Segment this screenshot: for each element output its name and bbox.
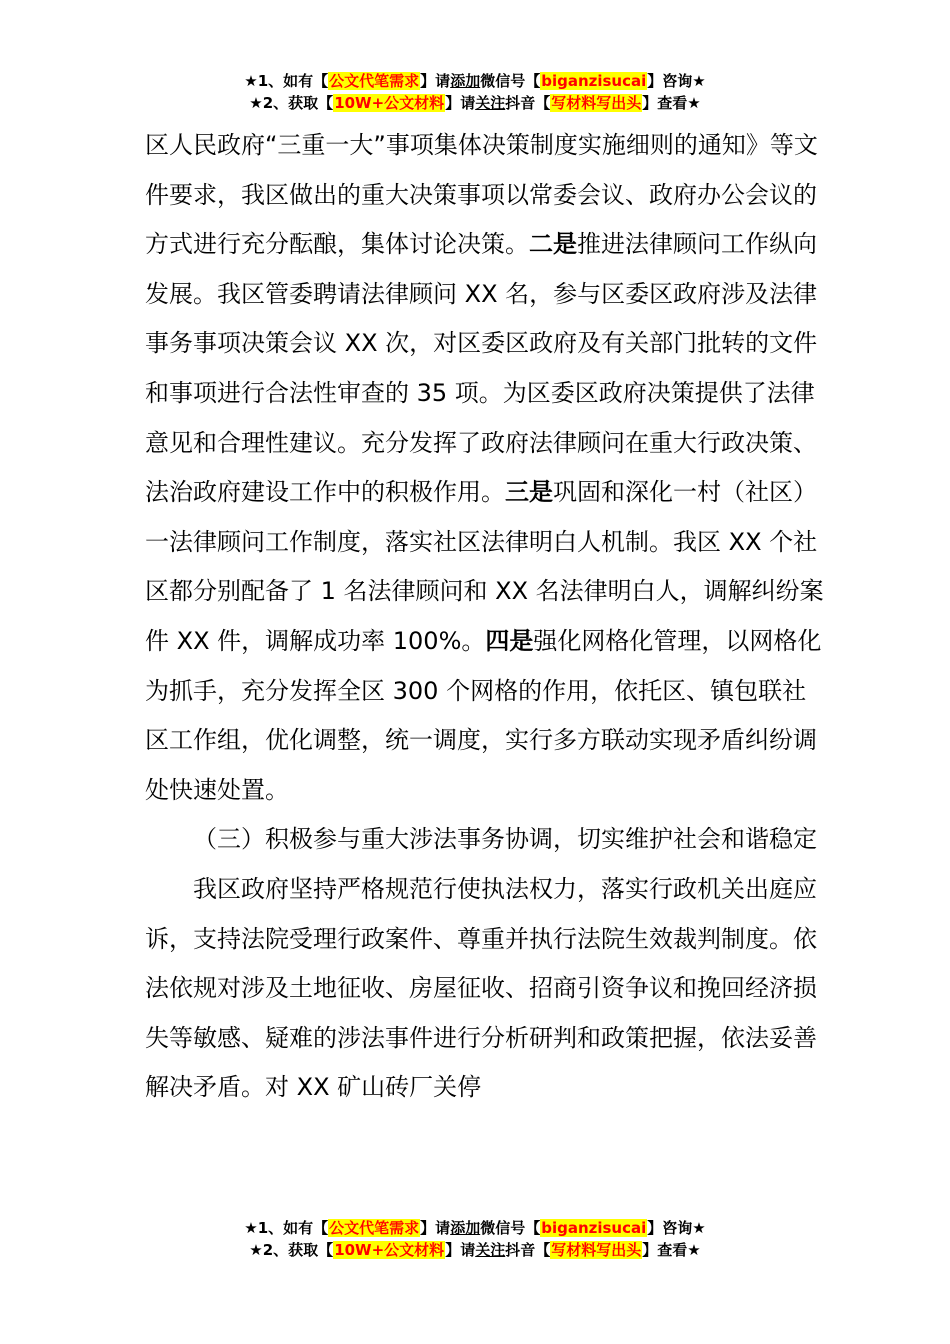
banner-text: ★2、获取【 <box>249 94 334 112</box>
banner-text: 】请 <box>420 72 451 90</box>
banner-highlight: 公文代笔需求 <box>329 1219 420 1237</box>
banner-line-1 <box>0 1217 950 1239</box>
banner-line-2 <box>0 92 950 114</box>
footer-banner <box>0 1217 950 1261</box>
banner-text: 微信号【 <box>480 72 541 90</box>
paragraph-text: 区人民政府“三重一大”事项集体决策制度实施细则的通知》等文件要求，我区做出的重大决策事项以常委会议、政府办公会议的方式进行充分酝酿，集体讨论决策。 <box>145 131 818 259</box>
header-banner <box>0 70 950 114</box>
paragraph-text: 强化网格化管理，以网格化为抓手，充分发挥全区 300 个网格的作用，依托区、镇包联社区工作组，优化调整，统一调度，实行多方联动实现矛盾纠纷调处快速处置。 <box>145 626 822 804</box>
banner-text: 】查看★ <box>642 94 701 112</box>
banner-text: 抖音【 <box>505 94 551 112</box>
paragraph-2: 我区政府坚持严格规范行使执法权力，落实行政机关出庭应诉，支持法院受理行政案件、尊重并执行法院生效裁判制度。依法依规对涉及土地征收、房屋征收、招商引资争议和挽回经济损失等敏感、疑难的涉法事件进行分析研判和政策把握，依法妥善解决矛盾。对 XX 矿山砖厂关停 <box>145 874 817 1102</box>
banner-text: 】请 <box>445 94 476 112</box>
banner-text: ★1、如有【 <box>244 72 329 90</box>
paragraph-text: 巩固和深化一村（社区）一法律顾问工作制度，落实社区法律明白人机制。我区 XX 个社区都分别配备了 1 名法律顾问和 XX 名法律明白人，调解纠纷案件 XX 件，调解成功率 100%。 <box>145 478 824 655</box>
document-body <box>145 121 825 1113</box>
banner-text: ★1、如有【 <box>244 1219 329 1237</box>
banner-highlight: 公文代笔需求 <box>329 72 420 90</box>
bold-lead: 三是 <box>505 478 553 507</box>
banner-text: 抖音【 <box>505 1241 551 1259</box>
banner-text: 】咨询★ <box>647 1219 706 1237</box>
banner-highlight: biganzisucai <box>541 1219 647 1237</box>
banner-underline: 添加 <box>450 72 481 90</box>
banner-text: 】咨询★ <box>647 72 706 90</box>
banner-text: 微信号【 <box>480 1219 541 1237</box>
banner-text: ★2、获取【 <box>249 1241 334 1259</box>
banner-highlight: 写材料写出头 <box>551 1241 642 1259</box>
banner-underline: 关注 <box>475 94 506 112</box>
banner-text: 】请 <box>420 1219 451 1237</box>
banner-text: 】查看★ <box>642 1241 701 1259</box>
banner-text: 】请 <box>445 1241 476 1259</box>
banner-highlight: 10W+公文材料 <box>334 94 445 112</box>
bold-lead: 四是 <box>485 626 534 655</box>
bold-lead: 二是 <box>529 230 577 259</box>
banner-line-1 <box>0 70 950 92</box>
banner-highlight: 10W+公文材料 <box>334 1241 445 1259</box>
paragraph-text: 推进法律顾问工作纵向发展。我区管委聘请法律顾问 XX 名，参与区委区政府涉及法律事务事项决策会议 XX 次，对区委区政府及有关部门批转的文件和事项进行合法性审查的 35 项。为区委区政府决策提供了法律意见和合理性建议。充分发挥了政府法律顾问在重大行政决策、法治政府建设工作中的积极作用。 <box>145 230 818 507</box>
banner-underline: 关注 <box>475 1241 506 1259</box>
banner-underline: 添加 <box>450 1219 481 1237</box>
paragraph-1 <box>145 121 825 815</box>
section-heading: （三）积极参与重大涉法事务协调，切实维护社会和谐稳定 <box>193 825 817 854</box>
banner-line-2 <box>0 1239 950 1261</box>
banner-highlight: biganzisucai <box>541 72 647 90</box>
banner-highlight: 写材料写出头 <box>551 94 642 112</box>
